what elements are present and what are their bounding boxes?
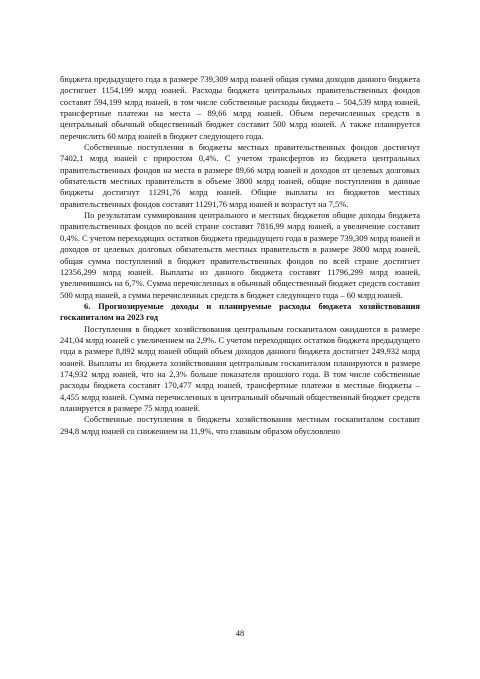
paragraph-3: По результатам суммирования центрального и местных бюджетов общие доходы бюджета правительственных фондов по всей стране составят 7816,99 млрд юаней, а увеличение составит 0,4%. С учетом переходящих остатков бюджета предыдущего года в размере 739,309 млрд юаней и доходов от целевых долговых обязательств местных правительств в размере 3800 млрд юаней, общая сумма поступлений в бюджет правительственных фондов по всей стране достигнет 12356,299 млрд юаней. Выплаты из данного бюджета составят 11796,299 млрд юаней, увеличившись на 6,7%. Сумма перечисленных в обычный общественный бюджет средств составит 500 млрд юаней, а сумма перечисленных средств в бюджет следующего года – 60 млрд юаней. xyxy=(60,210,420,300)
section-heading: 6. Прогнозируемые доходы и планируемые расходы бюджета хозяйствования госкапиталом на 2023 год xyxy=(60,300,420,323)
paragraph-5: Собственные поступления в бюджеты хозяйствования местным госкапиталом составят 294,8 млрд юаней со снижением на 11,9%, что главным образом обусловлено xyxy=(60,414,420,436)
paragraph-4: Поступления в бюджет хозяйствования центральным госкапиталом ожидаются в размере 241,04 млрд юаней с увеличением на 2,9%. С учетом переходящих остатков бюджета предыдущего года в размере 8,892 млрд юаней общий объем доходов данного бюджета достигнет 249,932 млрд юаней. Выплаты из бюджета хозяйствования центральным госкапиталом планируются в размере 174,932 млрд юаней, что на 2,3% больше показателя прошлого года. В том числе собственные расходы бюджета составят 170,477 млрд юаней, трансфертные платежи в местные бюджеты – 4,455 млрд юаней. Сумма перечисленных в центральный обычный общественный бюджет средств планируется в размере 75 млрд юаней. xyxy=(60,323,420,413)
paragraph-2: Собственные поступления в бюджеты местных правительственных фондов достигнут 7402,1 млрд юаней с приростом 0,4%. С учетом трансфертов из бюджета центральных правительственных фондов на места в размере 89,66 млрд юаней и доходов от целевых долговых обязательств местных правительств в объеме 3800 млрд юаней, общие поступления в данные бюджеты достигнут 11291,76 млрд юаней. Общие выплаты из бюджетов местных правительственных фондов составят 11291,76 млрд юаней и возрастут на 7,5%. xyxy=(60,142,420,209)
paragraph-1: бюджета предыдущего года в размере 739,309 млрд юаней общая сумма доходов данного бюджета достигнет 1154,199 млрд юаней. Расходы бюджета центральных правительственных фондов составят 594,199 млрд юаней, в том числе собственные расходы бюджета – 504,539 млрд юаней, трансфертные платежи на места – 89,66 млрд юаней. Объем перечисленных средств в центральный обычный общественный бюджет составит 500 млрд юаней. А также планируется перечислить 60 млрд юаней в бюджет следующего года. xyxy=(60,74,420,141)
page-number: 48 xyxy=(235,628,245,638)
document-body xyxy=(60,74,420,437)
